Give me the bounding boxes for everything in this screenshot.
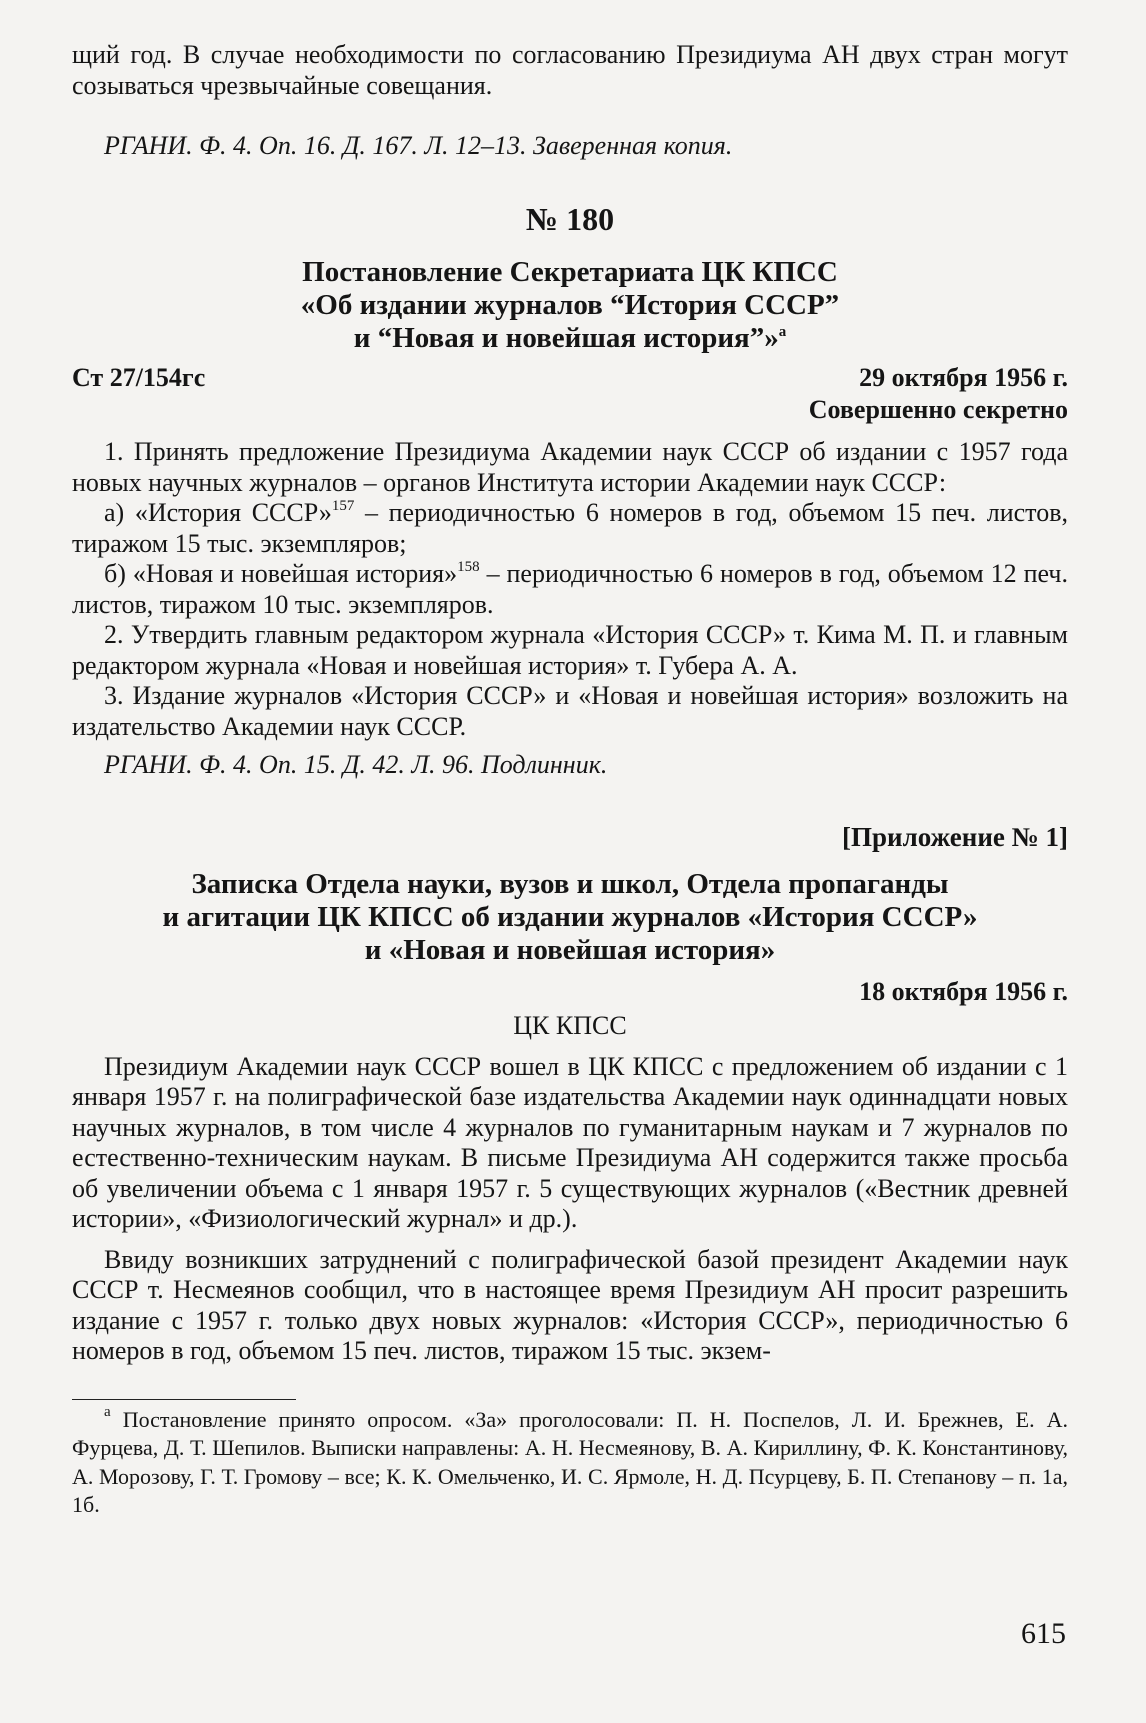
item-1: 1. Принять предложение Президиума Академии наук СССР об издании с 1957 года новых научных журналов – органов Института истории Академии наук СССР: bbox=[72, 437, 1068, 497]
document-title bbox=[72, 256, 1068, 355]
document-date: 29 октября 1956 г. bbox=[859, 363, 1068, 392]
reference-date-row bbox=[72, 363, 1068, 393]
appendix-title-line-2: и агитации ЦК КПСС об издании журналов «История СССР» bbox=[162, 901, 978, 933]
footnote-divider bbox=[72, 1399, 296, 1400]
item-3: 3. Издание журналов «История СССР» и «Новая и новейшая история» возложить на издательство Академии наук СССР. bbox=[72, 681, 1068, 741]
appendix-date: 18 октября 1956 г. bbox=[859, 977, 1068, 1006]
footnote: $^а$ Постановление принято опросом. «За» проголосовали: П. Н. Поспелов, Л. И. Брежнев, Е. А. Фурцева, Д. Т. Шепилов. Выписки направлены: А. Н. Несмеянову, В. А. Кириллину, Ф. К. Константинову, А. Морозову, Г. Т. Громову – все; К. К. Омельченко, И. С. Ярмоле, Н. Д. Псурцеву, Б. П. Степанову – п. 1а, 1б. bbox=[72, 1403, 1068, 1517]
footnote-marker: а bbox=[778, 324, 787, 340]
title-line-1: Постановление Секретариата ЦК КПСС bbox=[302, 256, 838, 288]
archive-source: РГАНИ. Ф. 4. Оп. 15. Д. 42. Л. 96. Подлинник. bbox=[104, 750, 608, 779]
appendix-title-line-1: Записка Отдела науки, вузов и школ, Отдела пропаганды bbox=[191, 868, 949, 900]
appendix-title bbox=[72, 868, 1068, 967]
document-number: № 180 bbox=[525, 201, 615, 237]
appendix-label: [Приложение № 1] bbox=[842, 822, 1068, 852]
appendix-title-line-3: и «Новая и новейшая история» bbox=[364, 934, 776, 966]
continuation-paragraph: щий год. В случае необходимости по согласованию Президиума АН двух стран могут созываться чрезвычайные совещания. bbox=[72, 40, 1068, 100]
appendix-paragraph-2: Ввиду возникших затруднений с полиграфической базой президент Академии наук СССР т. Несмеянов сообщил, что в настоящее время Президиум АН просит разрешить издание с 1957 г. только двух новых журналов: «История СССР», периодичностью 6 номеров в год, объемом 15 печ. листов, тиражом 15 тыс. экзем- bbox=[72, 1244, 1068, 1365]
title-line-3: и “Новая и новейшая история”»$^а$ bbox=[353, 322, 787, 354]
appendix-paragraph-1: Президиум Академии наук СССР вошел в ЦК КПСС с предложением об издании с 1 января 1957 г. на полиграфической базе издательства Академии наук одиннадцати новых научных журналов, в том числе 4 журналов по гуманитарным наукам и 7 журналов по естественно-техническим наукам. В письме Президиума АН содержится также просьба об увеличении объема с 1 января 1957 г. 5 существующих журналов («Вестник древней истории», «Физиологический журнал» и др.). bbox=[72, 1051, 1068, 1233]
addressee: ЦК КПСС bbox=[513, 1011, 627, 1040]
reference-number: Ст 27/154гс bbox=[72, 363, 206, 392]
item-1b: б) «Новая и новейшая история»$^{158}$ – периодичностью 6 номеров в год, объемом 12 печ. листов, тиражом 10 тыс. экземпляров. bbox=[72, 559, 1069, 619]
archive-source: РГАНИ. Ф. 4. Оп. 16. Д. 167. Л. 12–13. Заверенная копия. bbox=[104, 131, 733, 160]
secrecy-mark: Совершенно секретно bbox=[808, 395, 1068, 424]
item-2: 2. Утвердить главным редактором журнала «История СССР» т. Кима М. П. и главным редактором журнала «Новая и новейшая история» т. Губера А. А. bbox=[72, 620, 1068, 680]
footnote-marker: а bbox=[104, 1403, 111, 1420]
title-line-2: «Об издании журналов “История СССР” bbox=[300, 289, 840, 321]
item-1a: а) «История СССР»$^{157}$ – периодичностью 6 номеров в год, объемом 15 печ. листов, тиражом 15 тыс. экземпляров; bbox=[72, 498, 1068, 558]
page-number: 615 bbox=[1021, 1617, 1066, 1650]
